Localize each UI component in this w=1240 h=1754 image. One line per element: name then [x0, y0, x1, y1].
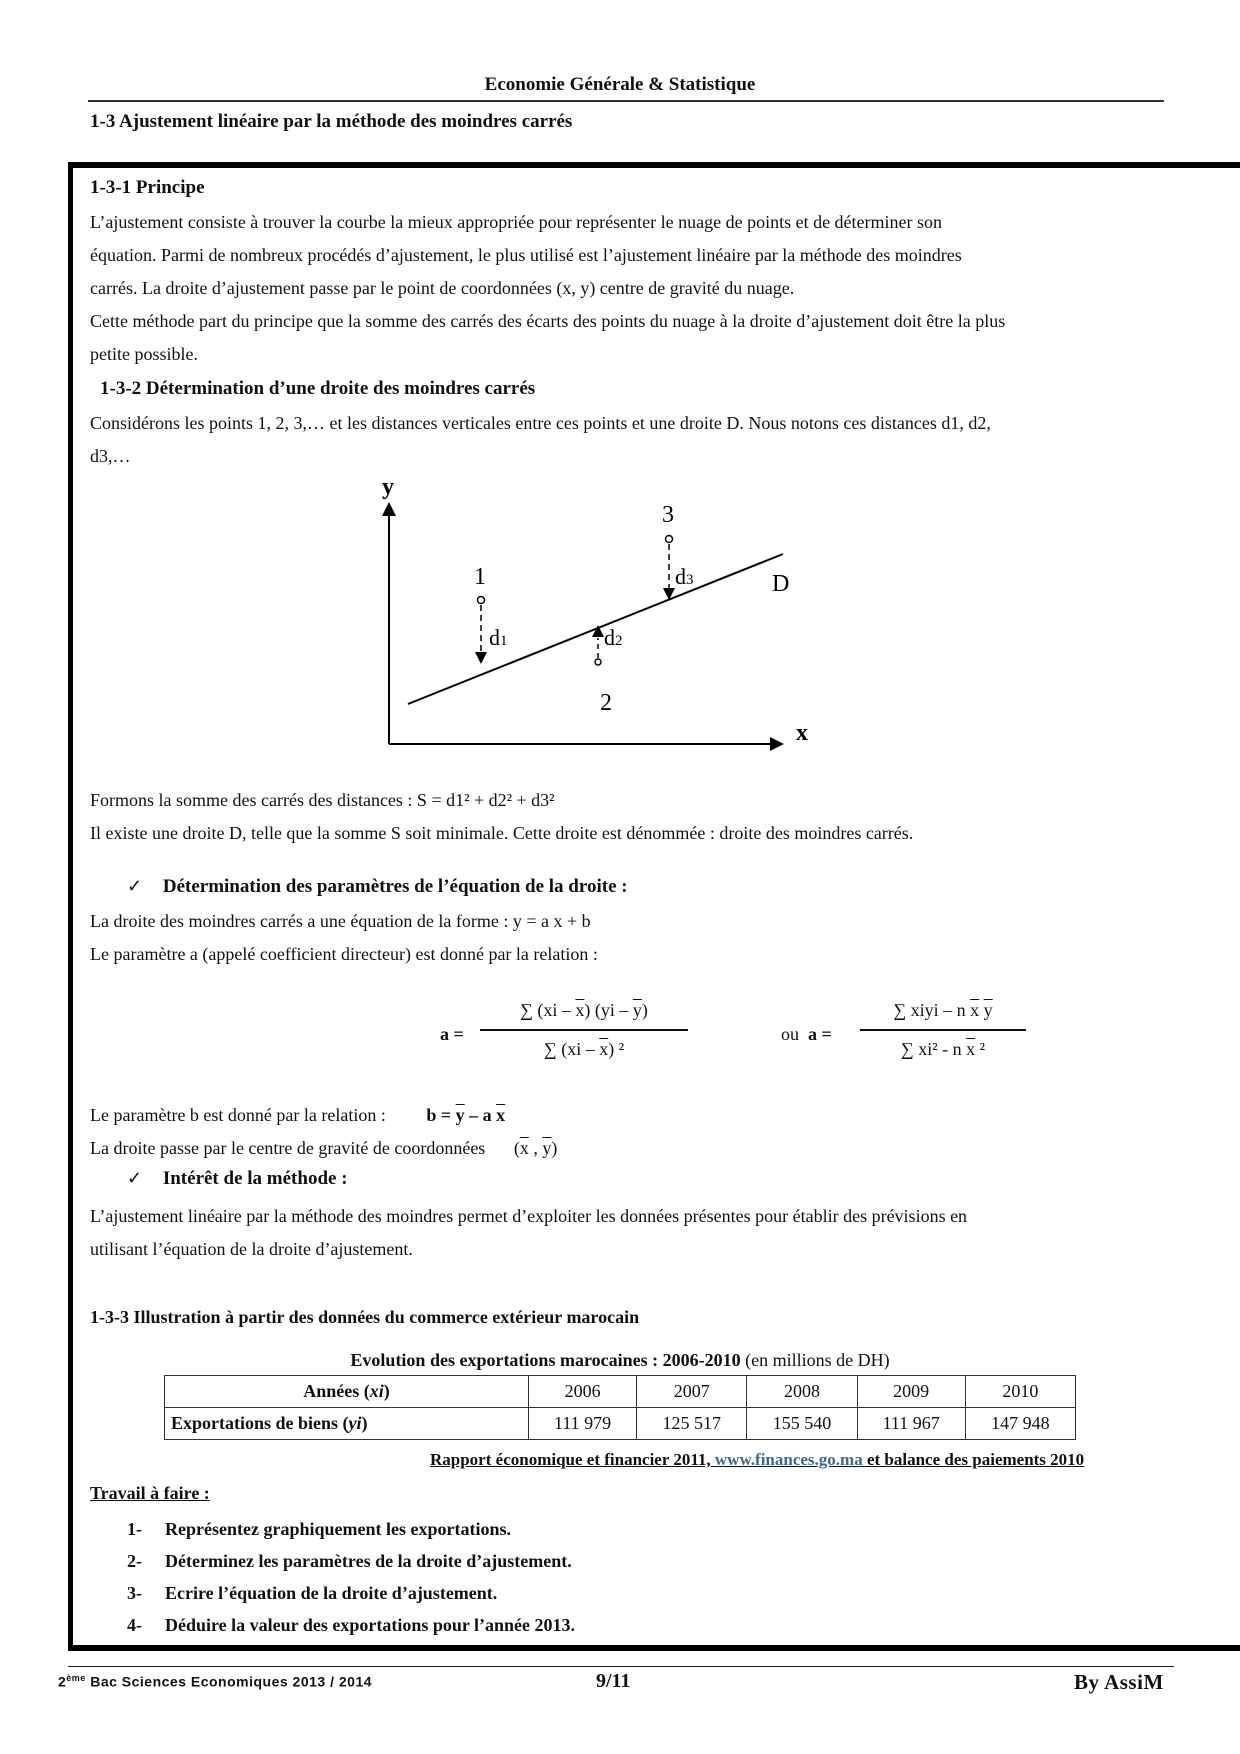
params-heading: Détermination des paramètres de l’équation de la droite : [162, 876, 628, 897]
row-header-exports: Exportations de biens (yi) [165, 1408, 529, 1440]
table-row-years [165, 1376, 1076, 1408]
tasks-title: Travail à faire : [90, 1483, 210, 1503]
formula2-denominator: ∑ xi² - n $\overline{x}$ ² [900, 1039, 986, 1059]
point-2-marker [595, 659, 601, 665]
sum-paragraph [90, 784, 1180, 850]
task-item: 4- Déduire la valeur des exportations pour l’année 2013. [127, 1615, 576, 1635]
formula1-denominator: ∑ $(xi - \overline{x})$ ² [543, 1039, 625, 1059]
formula1-numerator: ∑ $(xi - \overline{x})$ $(yi - \overline{y})$ [520, 1000, 648, 1020]
regression-line-d [408, 554, 783, 704]
text-line: petite possible. [90, 344, 198, 364]
footer-level: 2ème Bac Sciences Economiques 2013 / 2014 [58, 1673, 373, 1690]
interet-heading: Intérêt de la méthode : [162, 1168, 348, 1189]
table-cell-export: 147 948 [965, 1408, 1075, 1440]
table-cell-year: 2010 [965, 1376, 1075, 1408]
point-3-marker [666, 536, 673, 543]
distance-d2-label: d2 [604, 625, 623, 650]
text-line: carrés. La droite d’ajustement passe par le point de coordonnées (x, y) centre de gravité du nuage. [90, 278, 795, 298]
formula1-fraction [480, 1000, 688, 1060]
distance-d3-label: d3 [675, 564, 694, 589]
table-title: Evolution des exportations marocaines : 2006-2010 (en millions de DH) [350, 1350, 890, 1370]
point-3-label: 3 [662, 502, 674, 528]
formula2-lhs: a = [808, 1024, 832, 1044]
text-line: L’ajustement consiste à trouver la courbe la mieux appropriée pour représenter le nuage de points et de déterminer son [90, 212, 943, 232]
distance-d1-arrow-icon [475, 652, 487, 664]
illustration-heading: 1-3-3 Illustration à partir des données du commerce extérieur marocain [90, 1307, 640, 1327]
params-paragraph [90, 905, 1180, 971]
b-formula: $b = \overline{y} - a$ $\overline{x}$ [426, 1105, 506, 1125]
table-cell-export: 155 540 [747, 1408, 857, 1440]
formula1-lhs: a = [440, 1024, 464, 1044]
formula2-numerator: ∑ xiyi – n $\overline{x}$ $\overline{y}$ [893, 1000, 993, 1020]
params-heading-row [127, 876, 628, 898]
table-cell-export: 111 979 [529, 1408, 637, 1440]
page-number: 9/11 [596, 1670, 631, 1692]
text-line: Cette méthode part du principe que la somme des carrés des écarts des points du nuage à la droite d’ajustement doit être la plus [90, 311, 1006, 331]
table-cell-year: 2006 [529, 1376, 637, 1408]
x-axis-label: x [796, 720, 808, 746]
a-description-line: Le paramètre a (appelé coefficient directeur) est donné par la relation : [90, 944, 598, 964]
point-1-marker [478, 597, 485, 604]
row-header-years: Années (xi) [165, 1376, 529, 1408]
gravity-line: La droite passe par le centre de gravité de coordonnées ($\overline{x}$ , $\overline{y}$) [90, 1138, 558, 1158]
table-cell-export: 111 967 [857, 1408, 965, 1440]
footer-divider [68, 1666, 1174, 1667]
formula2-fraction [860, 1000, 1026, 1060]
b-description-line: Le paramètre b est donné par la relation : $b = \overline{y} - a$ $\overline{x}$ [90, 1105, 506, 1125]
task-item: 2- Déterminez les paramètres de la droite d’ajustement. [127, 1551, 572, 1571]
tasks-list [127, 1513, 575, 1641]
sum-line: Formons la somme des carrés des distances : S = d1² + d2² + d3² [90, 790, 555, 810]
table-cell-export: 125 517 [637, 1408, 747, 1440]
table-cell-year: 2008 [747, 1376, 857, 1408]
exports-table [164, 1375, 1076, 1440]
least-squares-diagram [360, 460, 840, 780]
task-item: 3- Ecrire l’équation de la droite d’ajustement. [127, 1583, 498, 1603]
x-axis-arrow-icon [770, 737, 784, 751]
text-line: utilisant l’équation de la droite d’ajustement. [90, 1239, 413, 1259]
fraction-bar [480, 1029, 688, 1031]
y-axis-label: y [382, 474, 394, 500]
principe-heading: 1-3-1 Principe [90, 177, 205, 198]
section-title: 1-3 Ajustement linéaire par la méthode des moindres carrés [90, 111, 573, 132]
checkmark-icon: ✓ [127, 876, 143, 896]
interet-heading-row [127, 1168, 348, 1190]
footer-author: By AssiM [1074, 1670, 1164, 1694]
table-cell-year: 2009 [857, 1376, 965, 1408]
point-2-label: 2 [600, 690, 612, 716]
source-citation: Rapport économique et financier 2011, www.finances.go.ma et balance des paiements 2010 [430, 1450, 1085, 1469]
checkmark-icon: ✓ [127, 1168, 143, 1188]
text-line: équation. Parmi de nombreux procédés d’ajustement, le plus utilisé est l’ajustement linéaire par la méthode des moindres [90, 245, 962, 265]
fraction-bar [860, 1029, 1026, 1031]
point-1-label: 1 [474, 564, 486, 590]
text-line: L’ajustement linéaire par la méthode des moindres permet d’exploiter les données présentes pour établir des prévisions en [90, 1206, 968, 1226]
source-link[interactable]: www.finances.go.ma [714, 1450, 863, 1469]
text-line: d3,… [90, 446, 131, 466]
principe-paragraph [90, 206, 1180, 371]
table-cell-year: 2007 [637, 1376, 747, 1408]
y-axis-arrow-icon [382, 502, 396, 516]
form-line: La droite des moindres carrés a une équation de la forme : y = a x + b [90, 911, 591, 931]
header-divider [88, 100, 1164, 102]
document-header-title: Economie Générale & Statistique [484, 74, 756, 95]
gravity-coordinates: ($\overline{x}$ , $\overline{y}$) [513, 1138, 558, 1158]
distance-d1-label: d1 [489, 625, 508, 650]
line-label-d: D [772, 571, 790, 597]
table-row-exports [165, 1408, 1076, 1440]
task-item: 1- Représentez graphiquement les exportations. [127, 1519, 511, 1539]
determination-heading: 1-3-2 Détermination d’une droite des moindres carrés [100, 378, 536, 399]
text-line: Considérons les points 1, 2, 3,… et les distances verticales entre ces points et une droite D. Nous notons ces distances d1, d2, [90, 413, 991, 433]
min-line: Il existe une droite D, telle que la somme S soit minimale. Cette droite est dénommée : droite des moindres carrés. [90, 823, 914, 843]
formula-or-label: ou a = [781, 1024, 832, 1044]
interet-paragraph [90, 1200, 1180, 1266]
